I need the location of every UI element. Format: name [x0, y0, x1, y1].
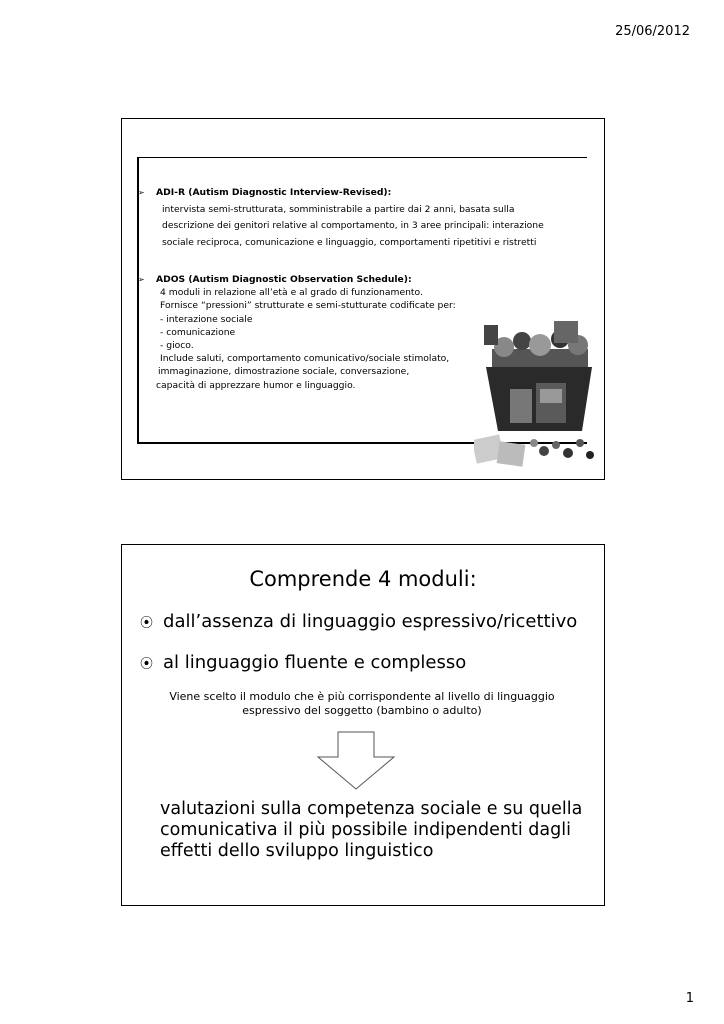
ados-title: ADOS (Autism Diagnostic Observation Schedule):: [156, 274, 412, 285]
slide-2-bullet: [140, 611, 577, 632]
circle-dot-bullet-icon: ⦿: [140, 616, 154, 631]
ados-line: Include saluti, comportamento comunicativo/sociale stimolato,: [160, 353, 450, 365]
note-line: espressivo del soggetto (bambino o adulto): [242, 704, 482, 717]
slide-2-bullet: [140, 652, 466, 673]
page-date: 25/06/2012: [615, 24, 690, 39]
conclusion-line: comunicativa il più possibile indipendenti dagli: [160, 820, 571, 840]
ados-line: - interazione sociale: [160, 313, 253, 325]
ados-line: - comunicazione: [160, 326, 236, 338]
ados-kit-photo: [474, 319, 602, 469]
ados-line: Fornisce “pressioni” strutturate e semi-stutturate codificate per:: [160, 300, 456, 312]
ados-line: immaginazione, dimostrazione sociale, conversazione,: [158, 366, 410, 378]
note-line: Viene scelto il modulo che è più corrispondente al livello di linguaggio: [169, 690, 555, 703]
adir-line: descrizione dei genitori relative al comportamento, in 3 aree principali: interazione: [162, 220, 544, 231]
slide-2: [121, 544, 605, 906]
conclusion-text: [160, 799, 590, 862]
bullet-text: al linguaggio fluente e complesso: [163, 652, 467, 673]
adir-block: [138, 185, 544, 251]
ados-line: 4 moduli in relazione all’età e al grado di funzionamento.: [160, 287, 423, 299]
arrow-bullet-icon: ➢: [138, 275, 145, 284]
bullet-text: dall’assenza di linguaggio espressivo/ricettivo: [163, 611, 578, 632]
slide-2-title: Comprende 4 moduli:: [249, 567, 477, 591]
page-number: 1: [685, 991, 694, 1006]
adir-title: ADI-R (Autism Diagnostic Interview-Revised):: [156, 187, 392, 198]
slide-1: [121, 118, 605, 480]
ados-line: - gioco.: [160, 340, 194, 352]
circle-dot-bullet-icon: ⦿: [140, 657, 154, 672]
ados-line: capacità di apprezzare humor e linguaggio.: [156, 379, 356, 391]
conclusion-line: valutazioni sulla competenza sociale e su quella: [160, 799, 583, 819]
adir-line: intervista semi-strutturata, somministrabile a partire dai 2 anni, basata sulla: [162, 203, 515, 215]
adir-line: sociale reciproca, comunicazione e linguaggio, comportamenti ripetitivi e ristretti: [162, 236, 537, 248]
ados-block: [138, 273, 456, 392]
module-note: [152, 690, 572, 718]
down-arrow-icon: [316, 731, 396, 791]
conclusion-line: effetti dello sviluppo linguistico: [160, 841, 434, 861]
arrow-bullet-icon: ➢: [138, 188, 145, 197]
